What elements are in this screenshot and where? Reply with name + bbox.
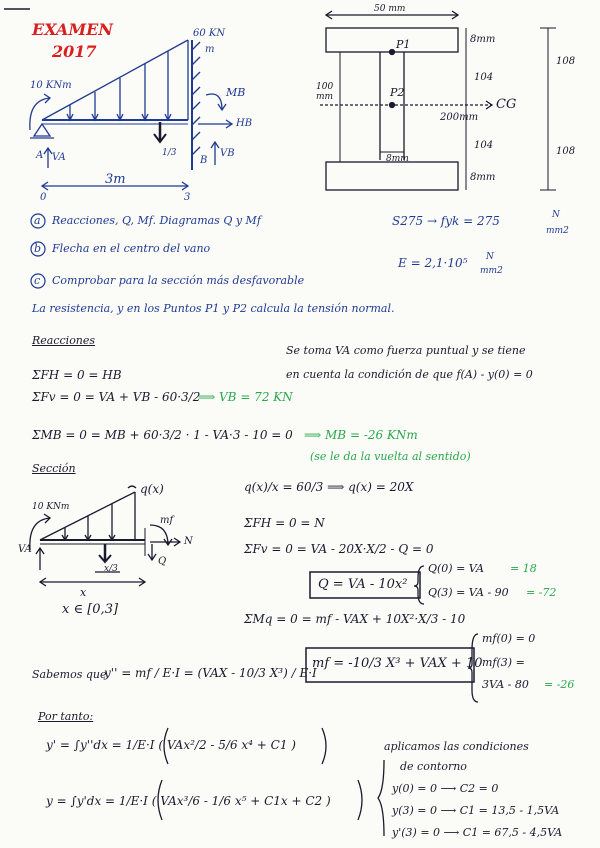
question-b: Flecha en el centro del vano <box>52 242 211 255</box>
reaction-eq-mb: ΣMB = 0 = MB + 60·3/2 · 1 - VA·3 - 10 = 0 <box>32 428 293 442</box>
pos-end-label: 3 <box>184 192 191 203</box>
reactions-heading: Reacciones <box>32 334 96 347</box>
half-height-bottom-label: 108 <box>556 146 576 157</box>
exam-year: 2017 <box>52 42 97 61</box>
section-va-label: VA <box>18 544 32 555</box>
flange-label: 100 mm <box>316 82 334 102</box>
deflection-eq-y: y = ∫y'dx = 1/E·I ( VAx³/6 - 1/6 x⁵ + C1x + C2 ) <box>46 794 331 808</box>
load-label: 60 KN <box>193 28 226 39</box>
deflection-eq-y2: y'' = mf / E·I = (VAX - 10/3 X³) / E·I <box>104 666 317 680</box>
reaction-eq-fh: ΣFH = 0 = HB <box>32 368 122 382</box>
support-a-label: A <box>36 150 44 161</box>
boundary-cond-1: y(0) = 0 ⟶ C2 = 0 <box>392 782 499 795</box>
section-mf-label: mf <box>160 515 174 526</box>
mf-at-three-value: = -26 <box>544 678 575 691</box>
mf-at-zero: mf(0) = 0 <box>482 632 536 645</box>
web-width-label: 8mm <box>386 154 409 164</box>
section-width-label: 50 mm <box>374 4 406 14</box>
modulus-unit-num: N <box>486 252 494 262</box>
mf-result: mf = -10/3 X³ + VAX + 10 <box>312 656 483 671</box>
section-eq-fv: ΣFv = 0 = VA - 20X·X/2 - Q = 0 <box>244 542 434 556</box>
web-depth-label: 200mm <box>440 112 479 123</box>
pos-start-label: 0 <box>40 192 47 203</box>
section-eq-m: ΣMq = 0 = mf - VAX + 10X²·X/3 - 10 <box>244 612 466 626</box>
section-eq-fh: ΣFH = 0 = N <box>244 516 325 530</box>
reaction-vb-label: VB <box>220 148 235 159</box>
question-c-line1: Comprobar para la sección más desfavorable <box>52 274 305 287</box>
beam-length-label: 3m <box>105 172 126 187</box>
q-at-zero-value: = 18 <box>510 562 537 575</box>
reaction-va-label: VA <box>52 152 66 163</box>
q-result: Q = VA - 10x² <box>318 577 408 592</box>
mf-at-three-expr: 3VA - 80 <box>482 678 529 691</box>
q-c-marker: c <box>34 274 41 287</box>
thick-bottom-label: 8mm <box>470 172 496 183</box>
boundary-title-1: aplicamos las condiciones <box>384 740 529 753</box>
q-definition: q(x)/x = 60/3 ⟹ q(x) = 20X <box>244 480 414 494</box>
reactions-note-line1: Se toma VA como fuerza puntual y se tiene <box>286 344 526 357</box>
reaction-hb-label: HB <box>236 118 253 129</box>
section-moment-label: 10 KNm <box>32 502 70 512</box>
section-q-label: Q <box>158 556 167 567</box>
fyk-unit-den: mm2 <box>546 226 569 236</box>
question-c-line2: La resistencia, y en los Puntos P1 y P2 calcula la tensión normal. <box>32 302 395 315</box>
cg-label: CG <box>496 97 517 112</box>
boundary-cond-2: y(3) = 0 ⟶ C1 = 13,5 - 1,5VA <box>392 804 560 817</box>
section-x-label: x <box>80 586 87 599</box>
q-at-zero: Q(0) = VA <box>428 562 484 575</box>
steel-grade: S275 → fyk = 275 <box>392 214 500 228</box>
por-tanto-label: Por tanto: <box>38 710 94 723</box>
section-n-label: N <box>184 536 193 547</box>
web-height-lower-label: 104 <box>474 140 494 151</box>
thick-top-label: 8mm <box>470 34 496 45</box>
reaction-eq-fv: ΣFv = 0 = VA + VB - 60·3/2 <box>32 390 201 404</box>
q-at-three: Q(3) = VA - 90 <box>428 586 509 599</box>
exam-title: EXAMEN <box>32 20 113 39</box>
reaction-mb-note: (se le da la vuelta al sentido) <box>310 450 471 463</box>
reaction-vb-result: ⟹ VB = 72 KN <box>198 390 293 404</box>
support-b-label: B <box>200 155 208 166</box>
boundary-title-2: de contorno <box>400 760 467 773</box>
half-height-top-label: 108 <box>556 56 576 67</box>
section-domain: x ∈ [0,3] <box>62 602 119 617</box>
resultant-pos-label: 1/3 <box>162 148 177 158</box>
q-b-marker: b <box>34 242 42 255</box>
point-p1-label: P1 <box>396 38 411 51</box>
moment-left-label: 10 KNm <box>30 80 72 91</box>
fyk-unit-num: N <box>552 210 560 220</box>
reactions-note-line2: en cuenta la condición de que f(A) - y(0) = 0 <box>286 368 533 381</box>
question-a: Reacciones, Q, Mf. Diagramas Q y Mf <box>52 214 261 227</box>
deflection-eq-y1: y' = ∫y''dx = 1/E·I ( VAx²/2 - 5/6 x⁴ + C1 ) <box>46 738 296 752</box>
beam-diagram <box>30 40 232 190</box>
point-p2-label: P2 <box>390 86 405 99</box>
section-x3-label: x/3 <box>104 564 118 574</box>
mf-at-three: mf(3) = <box>482 656 525 669</box>
section-load-label: q(x) <box>140 482 164 496</box>
q-at-three-value: = -72 <box>526 586 557 599</box>
load-unit: m <box>205 44 215 55</box>
web-height-label: 104 <box>474 72 494 83</box>
deflection-intro: Sabemos que <box>32 668 107 681</box>
boundary-cond-3: y'(3) = 0 ⟶ C1 = 67,5 - 4,5VA <box>392 826 563 839</box>
section-heading: Sección <box>32 462 76 475</box>
reaction-mb-result: ⟹ MB = -26 KNm <box>304 428 418 442</box>
modulus-unit-den: mm2 <box>480 266 503 276</box>
moment-b-label: MB <box>226 86 246 99</box>
elastic-modulus: E = 2,1·10⁵ <box>398 256 468 270</box>
q-a-marker: a <box>34 214 41 227</box>
section-diagram <box>320 11 556 190</box>
